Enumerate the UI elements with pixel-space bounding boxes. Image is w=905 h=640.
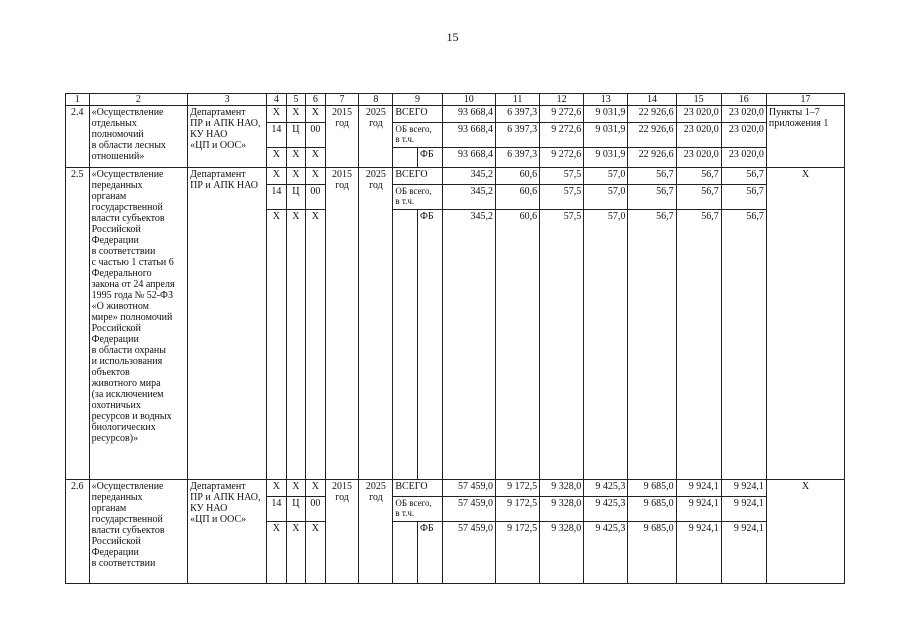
funding-source: ОБ всего, в т.ч. xyxy=(393,497,442,522)
code-col-6: Х xyxy=(306,210,326,480)
end-year: 2025 год xyxy=(359,168,393,480)
amount-cell: 56,7 xyxy=(628,185,676,210)
amount-cell: 23 020,0 xyxy=(721,106,766,123)
amount-cell: 57 459,0 xyxy=(442,497,495,522)
header-cell: 14 xyxy=(628,94,676,106)
code-col-4: 14 xyxy=(267,185,287,210)
end-year: 2025 год xyxy=(359,480,393,584)
amount-cell: 9 031,9 xyxy=(584,106,628,123)
amount-cell: 57 459,0 xyxy=(442,480,495,497)
amount-cell: 9 924,1 xyxy=(721,497,766,522)
code-col-5: Х xyxy=(286,106,306,123)
amount-cell: 56,7 xyxy=(628,168,676,185)
amount-cell: 9 685,0 xyxy=(628,522,676,584)
amount-cell: 6 397,3 xyxy=(495,106,539,123)
code-col-4: Х xyxy=(267,168,287,185)
amount-cell: 56,7 xyxy=(676,185,721,210)
amount-cell: 9 172,5 xyxy=(495,480,539,497)
header-cell: 10 xyxy=(442,94,495,106)
amount-cell: 9 272,6 xyxy=(540,123,584,148)
measure-name: «Осуществление переданных органам государственной власти субъектов Российской Федерации в соответствии xyxy=(89,480,188,584)
code-col-4: Х xyxy=(267,106,287,123)
amount-cell: 9 924,1 xyxy=(721,480,766,497)
table-row xyxy=(66,480,845,497)
source-indent xyxy=(393,148,418,168)
source-indent xyxy=(393,210,418,480)
header-cell: 1 xyxy=(66,94,90,106)
amount-cell: 57,0 xyxy=(584,168,628,185)
amount-cell: 9 425,3 xyxy=(584,522,628,584)
code-col-5: Х xyxy=(286,522,306,584)
amount-cell: 57,5 xyxy=(540,185,584,210)
amount-cell: 6 397,3 xyxy=(495,148,539,168)
header-cell: 7 xyxy=(325,94,359,106)
header-cell: 16 xyxy=(721,94,766,106)
amount-cell: 57,5 xyxy=(540,210,584,480)
amount-cell: 9 328,0 xyxy=(540,522,584,584)
budget-table xyxy=(65,93,845,584)
start-year: 2015 год xyxy=(325,168,359,480)
code-col-5: Ц xyxy=(286,185,306,210)
amount-cell: 9 172,5 xyxy=(495,497,539,522)
amount-cell: 56,7 xyxy=(721,168,766,185)
code-col-5: Ц xyxy=(286,497,306,522)
amount-cell: 9 031,9 xyxy=(584,123,628,148)
header-cell: 5 xyxy=(286,94,306,106)
amount-cell: 9 685,0 xyxy=(628,497,676,522)
executor: Департамент ПР и АПК НАО, КУ НАО «ЦП и ООС» xyxy=(188,480,267,584)
amount-cell: 93 668,4 xyxy=(442,123,495,148)
amount-cell: 56,7 xyxy=(676,210,721,480)
code-col-5: Х xyxy=(286,148,306,168)
amount-cell: 9 924,1 xyxy=(676,480,721,497)
amount-cell: 345,2 xyxy=(442,185,495,210)
code-col-6: 00 xyxy=(306,123,326,148)
amount-cell: 23 020,0 xyxy=(721,148,766,168)
amount-cell: 60,6 xyxy=(495,210,539,480)
amount-cell: 60,6 xyxy=(495,185,539,210)
amount-cell: 56,7 xyxy=(628,210,676,480)
amount-cell: 9 924,1 xyxy=(721,522,766,584)
funding-source: ФБ xyxy=(417,210,442,480)
code-col-6: Х xyxy=(306,168,326,185)
amount-cell: 9 272,6 xyxy=(540,106,584,123)
code-col-6: Х xyxy=(306,106,326,123)
funding-source: ФБ xyxy=(417,148,442,168)
amount-cell: 56,7 xyxy=(676,168,721,185)
code-col-6: Х xyxy=(306,148,326,168)
code-col-4: Х xyxy=(267,522,287,584)
amount-cell: 57,0 xyxy=(584,185,628,210)
note: Пункты 1–7 приложения 1 xyxy=(766,106,844,168)
header-cell: 13 xyxy=(584,94,628,106)
amount-cell: 93 668,4 xyxy=(442,106,495,123)
amount-cell: 56,7 xyxy=(721,210,766,480)
header-cell: 17 xyxy=(766,94,844,106)
code-col-6: 00 xyxy=(306,497,326,522)
executor: Департамент ПР и АПК НАО, КУ НАО «ЦП и ООС» xyxy=(188,106,267,168)
amount-cell: 9 685,0 xyxy=(628,480,676,497)
code-col-4: Х xyxy=(267,480,287,497)
amount-cell: 22 926,6 xyxy=(628,148,676,168)
amount-cell: 345,2 xyxy=(442,168,495,185)
code-col-4: 14 xyxy=(267,497,287,522)
executor: Департамент ПР и АПК НАО xyxy=(188,168,267,480)
amount-cell: 22 926,6 xyxy=(628,123,676,148)
header-cell: 11 xyxy=(495,94,539,106)
amount-cell: 57 459,0 xyxy=(442,522,495,584)
amount-cell: 23 020,0 xyxy=(721,123,766,148)
table-row xyxy=(66,168,845,185)
amount-cell: 9 328,0 xyxy=(540,497,584,522)
amount-cell: 23 020,0 xyxy=(676,148,721,168)
header-cell: 8 xyxy=(359,94,393,106)
code-col-6: 00 xyxy=(306,185,326,210)
measure-name: «Осуществление переданных органам государственной власти субъектов Российской Федерации в соответствии с частью 1 статьи 6 Федерального закона от 24 апреля 1995 года № 52-ФЗ «О животном мире» полномочий Российской Федерации в области охраны и использования объектов животного мира (за исключением охотничьих ресурсов и водных биологических ресурсов)» xyxy=(89,168,188,480)
amount-cell: 9 172,5 xyxy=(495,522,539,584)
code-col-4: Х xyxy=(267,148,287,168)
start-year: 2015 год xyxy=(325,106,359,168)
source-indent xyxy=(393,522,418,584)
funding-source: ОБ всего, в т.ч. xyxy=(393,185,442,210)
header-row xyxy=(66,94,845,106)
amount-cell: 9 924,1 xyxy=(676,522,721,584)
code-col-5: Х xyxy=(286,480,306,497)
code-col-5: Х xyxy=(286,210,306,480)
header-cell: 3 xyxy=(188,94,267,106)
measure-number: 2.5 xyxy=(66,168,90,480)
amount-cell: 9 425,3 xyxy=(584,497,628,522)
amount-cell: 57,5 xyxy=(540,168,584,185)
page-number: 15 xyxy=(446,30,459,44)
amount-cell: 6 397,3 xyxy=(495,123,539,148)
funding-source: ВСЕГО xyxy=(393,106,442,123)
header-cell: 6 xyxy=(306,94,326,106)
code-col-5: Ц xyxy=(286,123,306,148)
amount-cell: 9 924,1 xyxy=(676,497,721,522)
amount-cell: 93 668,4 xyxy=(442,148,495,168)
funding-source: ВСЕГО xyxy=(393,480,442,497)
funding-source: ВСЕГО xyxy=(393,168,442,185)
code-col-6: Х xyxy=(306,522,326,584)
header-cell: 12 xyxy=(540,94,584,106)
amount-cell: 57,0 xyxy=(584,210,628,480)
measure-name: «Осуществление отдельных полномочий в области лесных отношений» xyxy=(89,106,188,168)
amount-cell: 22 926,6 xyxy=(628,106,676,123)
funding-source: ФБ xyxy=(417,522,442,584)
header-cell: 15 xyxy=(676,94,721,106)
table-row xyxy=(66,106,845,123)
note: Х xyxy=(766,480,844,584)
end-year: 2025 год xyxy=(359,106,393,168)
start-year: 2015 год xyxy=(325,480,359,584)
measure-number: 2.6 xyxy=(66,480,90,584)
header-cell: 9 xyxy=(393,94,442,106)
funding-source: ОБ всего, в т.ч. xyxy=(393,123,442,148)
amount-cell: 56,7 xyxy=(721,185,766,210)
amount-cell: 23 020,0 xyxy=(676,123,721,148)
amount-cell: 9 031,9 xyxy=(584,148,628,168)
amount-cell: 23 020,0 xyxy=(676,106,721,123)
amount-cell: 345,2 xyxy=(442,210,495,480)
code-col-6: Х xyxy=(306,480,326,497)
measure-number: 2.4 xyxy=(66,106,90,168)
header-cell: 2 xyxy=(89,94,188,106)
header-cell: 4 xyxy=(267,94,287,106)
amount-cell: 60,6 xyxy=(495,168,539,185)
code-col-4: 14 xyxy=(267,123,287,148)
code-col-5: Х xyxy=(286,168,306,185)
amount-cell: 9 328,0 xyxy=(540,480,584,497)
amount-cell: 9 272,6 xyxy=(540,148,584,168)
note: Х xyxy=(766,168,844,480)
amount-cell: 9 425,3 xyxy=(584,480,628,497)
code-col-4: Х xyxy=(267,210,287,480)
